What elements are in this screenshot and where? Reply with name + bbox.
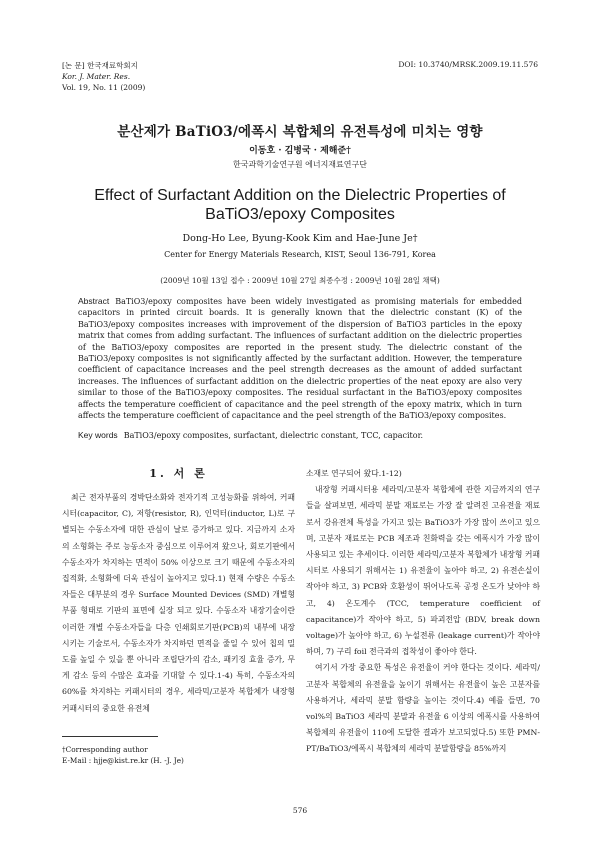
keywords-label: Key words (78, 430, 118, 440)
right-column (306, 466, 540, 758)
authors-ko: 이동호 · 김병국 · 제해준† (249, 146, 351, 156)
paragraph: 여기서 가장 중요한 특성은 유전율이 커야 한다는 것이다. 세라믹/고분자 복합체의 유전율을 높이기 위해서는 유전율이 높은 고분자를 사용하거나, 세라믹 분말 함량을 높이는 것이다.4) 예를 들면, 70 vol%의 BaTiO3 세라믹 분말과 유전율 6 이상의 에폭시를 사용하여 복합체의 유전율이 110에 도달한 결과가 보고되었다.5) 또한 PMN-PT/BaTiO3/에폭시 복합체의 세라믹 분말함량을 85%까지 (306, 663, 540, 754)
left-column (62, 490, 295, 717)
footnote-divider (62, 736, 158, 737)
section-heading-introduction: 1. 서 론 (149, 467, 208, 480)
affiliation-ko: 한국과학기술연구원 에너지재료연구단 (233, 160, 367, 169)
affiliation-en: Center for Energy Materials Research, KIST, Seoul 136-791, Korea (164, 250, 436, 259)
doi: DOI: 10.3740/MRSK.2009.19.11.576 (398, 60, 538, 69)
title-ko: 분산제가 BaTiO3/에폭시 복합체의 유전특성에 미치는 영향 (117, 124, 483, 140)
keywords-text: BaTiO3/epoxy composites, surfactant, dielectric constant, TCC, capacitor. (123, 431, 424, 440)
authors-en: Dong-Ho Lee, Byung-Kook Kim and Hae-June Je† (182, 233, 418, 244)
journal-header (62, 60, 145, 93)
corresponding-author-note: †Corresponding author (62, 745, 148, 754)
journal-volume: Vol. 19, No. 11 (2009) (62, 83, 146, 92)
corresponding-author-email: E-Mail : hjje@kist.re.kr (H. -J. Je) (62, 756, 184, 765)
paragraph: 최근 전자부품의 경박단소화와 전자기적 고성능화를 위하여, 커패시터(capacitor, C), 저항(resistor, R), 인덕터(inductor, L)로 구별되는 수동소자에 대한 관심이 날로 증가하고 있다. 지금까지 소자의 소형화는 주로 능동소자 중심으로 이루어져 왔으나, 회로기판에서 수동소자가 차지하는 면적이 50% 이상으로 크기 때문에 수동소자의 집적화, 소형화에 더욱 관심이 높아지고 있다.1) 현재 수량은 수동소자들은 대부분의 경우 Surface Mounted Devices (SMD) 개별형 부품 형태로 기판의 표면에 실장 되고 있다. 수동소자 내장기술이란 이러한 개별 수동소자들을 다층 인쇄회로기판(PCB)의 내부에 내장시키는 기술로서, 수동소자가 차지하던 면적을 줄일 수 있어 칩의 밀도를 높일 수 있을 뿐 아니라 조립단가의 감소, 패키징 효율 증가, 무게 감소 등의 수많은 효과를 기대할 수 있다.1-4) 특히, 수동소자의 60%를 차지하는 커패시터의 경우, 세라믹/고분자 복합체가 내장형 커패시터의 중요한 유전체 (62, 493, 295, 713)
title-en (0, 186, 600, 224)
journal-name-ko: [논 문] 한국재료학회지 (62, 61, 138, 70)
title-en-line1: Effect of Surfactant Addition on the Dielectric Properties of (94, 187, 506, 204)
keywords (78, 430, 522, 440)
abstract-text: BaTiO3/epoxy composites have been widely investigated as promising materials for embedded capacitors in printed circuit boards. It is generally known that the dielectric constant (K) of the BaTiO3/epoxy composites increases with improvement of the dispersion of BaTiO3 particles in the epoxy matrix that comes from adding surfactant. The influences of surfactant addition on the dielectric properties of the BaTiO3/epoxy composites are reported in the present study. The dielectric constant of the BaTiO3/epoxy composites is not significantly affected by the surfactant addition. However, the temperature coefficient of capacitance increases and the peel strength decreases as the amount of added surfactant increases. The influences of surfactant addition on the dielectric properties of the neat epoxy are also very similar to those of the BaTiO3/epoxy composites. The residual surfactant in the BaTiO3/epoxy composites affects the temperature coefficient of capacitance and the peel strength of the epoxy matrix, which in turn affects the temperature coefficient of capacitance and the peel strength of the BaTiO3/epoxy composites. (78, 297, 522, 421)
paragraph: 소재로 연구되어 왔다.1-12) (306, 469, 402, 478)
footnote (62, 744, 184, 766)
title-en-line2: BaTiO3/epoxy Composites (205, 206, 395, 223)
paragraph: 내장형 커패시터용 세라믹/고분자 복합체에 관한 지금까지의 연구들을 살펴보면, 세라믹 분말 재료로는 가장 잘 알려진 고유전율 재료로서 강유전체 특성을 가지고 있는 BaTiO3가 가장 많이 쓰이고 있으며, 고분자 재료로는 PCB 제조과 친화력을 갖는 에폭시가 가장 많이 사용되고 있는 추세이다. 이러한 세라믹/고분자 복합체가 내장형 커패시터로 사용되기 위해서는 1) 유전율이 높아야 하고, 2) 유전손실이 작아야 하고, 3) PCB와 호환성이 뛰어나도록 공정 온도가 낮아야 하고, 4) 온도계수 (TCC, temperature coefficient of capacitance)가 작아야 하고, 5) 파괴전압 (BDV, break down voltage)가 높아야 하고, 6) 누설전류 (leakage current)가 작아야 하며, 7) 구리 foil 전극과의 접착성이 좋아야 한다. (306, 485, 540, 657)
abstract (78, 296, 522, 421)
journal-name-en: Kor. J. Mater. Res. (62, 72, 131, 81)
abstract-label: Abstract (78, 296, 110, 306)
page-number: 576 (292, 806, 308, 815)
received-dates: (2009년 10월 13일 접수 : 2009년 10월 27일 최종수정 : 2009년 10월 28일 채택) (160, 276, 440, 285)
